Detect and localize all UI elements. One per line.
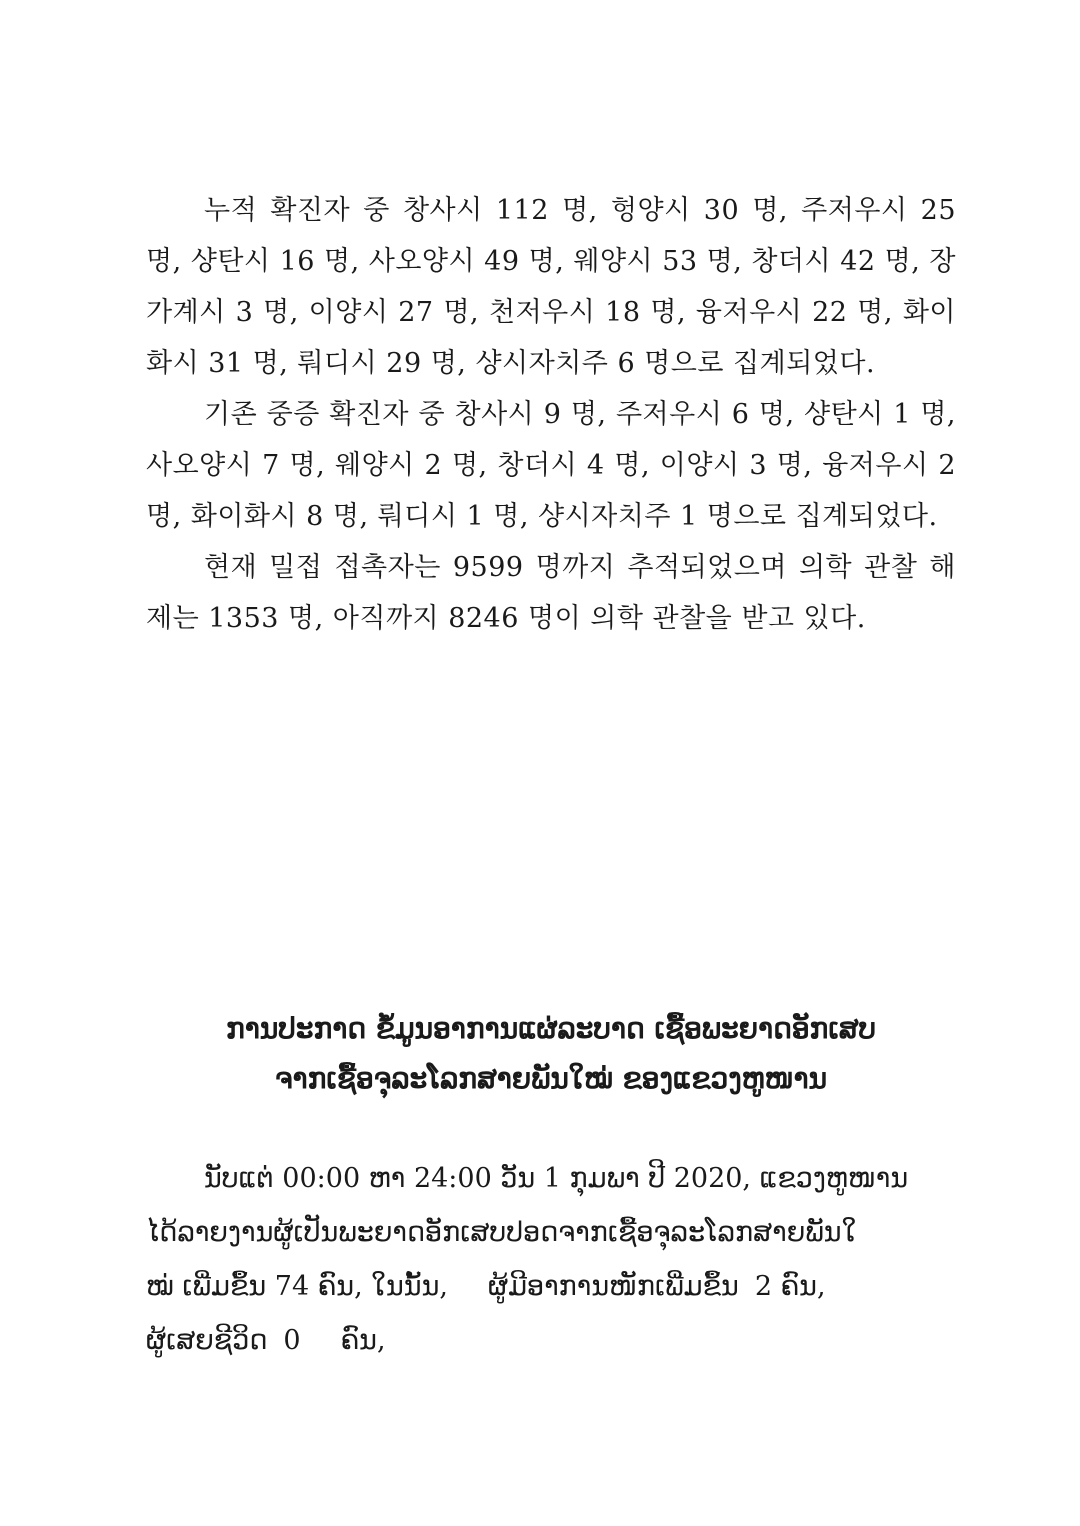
korean-paragraph-severe-cases: 기존 중증 확진자 중 창사시 9 명, 주저우시 6 명, 샹탄시 1 명, 사오양시 7 명, 웨양시 2 명, 창더시 4 명, 이양시 3 명, 융저우시 2 명, 화이화시 8 명, 뤄디시 1 명, 샹시자치주 1 명으로 집계되었다. <box>146 399 956 532</box>
lao-deaths-unit: ຄົນ, <box>340 1325 386 1356</box>
lao-body-line-3 <box>146 1260 956 1314</box>
lao-title-line-2: ຈາກເຊື້ອຈຸລະໂລກສາຍພັນໃໝ່ ຂອງແຂວງຫູໜານ <box>274 1062 828 1095</box>
lao-deaths-count: 0 <box>283 1325 301 1356</box>
lao-severe-cases-count: 2 ຄົນ, <box>754 1271 826 1302</box>
lao-body-line-4 <box>146 1314 956 1368</box>
korean-paragraph-close-contacts: 현재 밀접 접촉자는 9599 명까지 추적되었으며 의학 관찰 해제는 1353 명, 아직까지 8246 명이 의학 관찰을 받고 있다. <box>146 552 956 634</box>
lao-title-line-1: ການປະກາດ ຂໍ້ມູນອາການແຜ່ລະບາດ ເຊື້ອພະຍາດອັກເສບ <box>225 1012 876 1045</box>
korean-paragraph-cumulative-cases: 누적 확진자 중 창사시 112 명, 헝양시 30 명, 주저우시 25 명, 샹탄시 16 명, 사오양시 49 명, 웨양시 53 명, 창더시 42 명, 장가계시 3 명, 이양시 27 명, 천저우시 18 명, 융저우시 22 명, 화이화시 31 명, 뤄디시 29 명, 샹시자치주 6 명으로 집계되었다. <box>146 195 956 379</box>
lao-new-cases-text: ໝ່ ເພີ່ມຂຶ້ນ 74 ຄົນ, ໃນນັ້ນ, <box>146 1271 448 1302</box>
lao-announcement-title <box>146 1004 956 1104</box>
lao-body-line-2: ໄດ້ລາຍງານຜູ້ເປັນພະຍາດອັກເສບປອດຈາກເຊື້ອຈຸລະໂລກສາຍພັນໃ <box>146 1217 857 1248</box>
lao-body-paragraph <box>146 1152 956 1368</box>
korean-section <box>146 185 956 644</box>
lao-deaths-label: ຜູ້ເສຍຊີວິດ <box>146 1325 268 1356</box>
lao-severe-cases-label: ຜູ້ມີອາການໜັກເພີ່ມຂຶ້ນ <box>487 1271 739 1302</box>
lao-body-line-1: ນັບແຕ່ 00:00 ຫາ 24:00 ວັນ 1 ກຸມພາ ປີ 2020, ແຂວງຫູໜານ <box>204 1163 909 1194</box>
